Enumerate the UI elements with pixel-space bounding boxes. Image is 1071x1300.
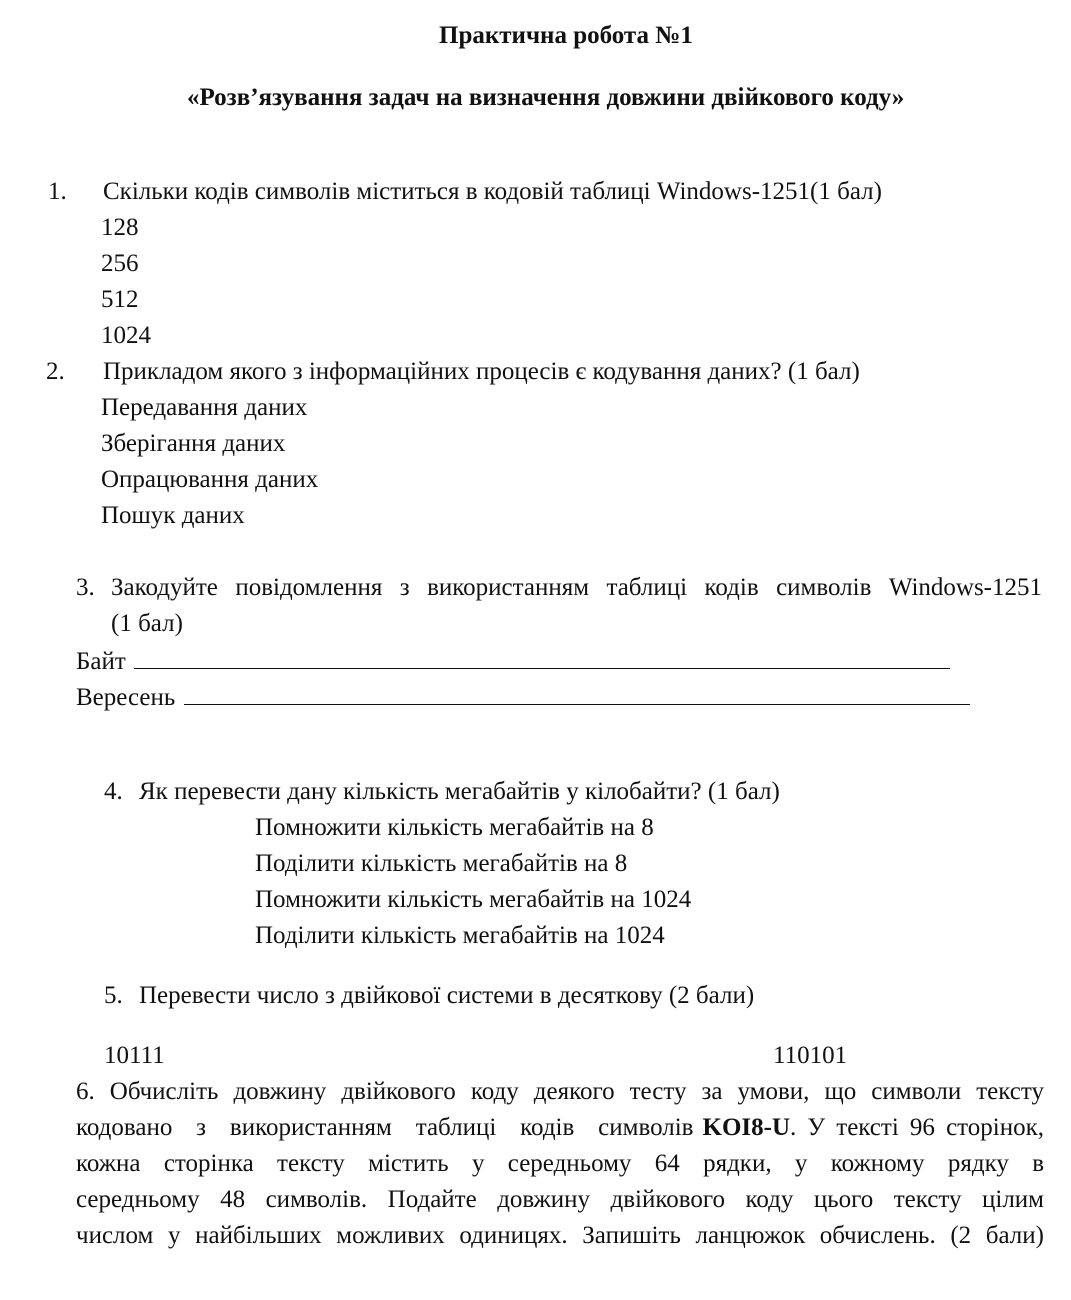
q5-number: 5. xyxy=(104,982,123,1009)
q6-line-2-start: кодовано з використанням таблиці кодів символів xyxy=(76,1114,694,1141)
page-title: Практична робота №1 xyxy=(439,22,693,49)
q4-text: Як перевести дану кількість мегабайтів у кілобайти? (1 бал) xyxy=(139,778,780,805)
q3-number: 3. xyxy=(76,574,95,601)
q3-answer-line-2[interactable] xyxy=(184,678,970,705)
q6-encoding-name: KOI8-U xyxy=(702,1114,790,1141)
q2-option-2: Зберігання даних xyxy=(101,430,286,457)
q4-option-4: Поділити кількість мегабайтів на 1024 xyxy=(255,922,665,949)
q1-option-1: 128 xyxy=(101,214,139,241)
q1-option-3: 512 xyxy=(101,286,139,313)
q4-option-2: Поділити кількість мегабайтів на 8 xyxy=(255,850,628,877)
q1-number: 1. xyxy=(48,178,67,205)
q2-option-1: Передавання даних xyxy=(101,394,308,421)
q3-answer-line-1[interactable] xyxy=(134,642,950,669)
q6-paragraph xyxy=(76,1074,1044,1254)
q2-option-3: Опрацювання даних xyxy=(101,466,319,493)
q2-number: 2. xyxy=(46,358,65,385)
q5-text: Перевести число з двійкової системи в десяткову (2 бали) xyxy=(139,982,755,1009)
q3-points: (1 бал) xyxy=(111,610,183,637)
q6-line-5: числом у найбільших можливих одиницях. Запишіть ланцюжок обчислень. (2 бали) xyxy=(76,1222,1044,1249)
q6-line-2-end: . У тексті 96 сторінок, xyxy=(790,1114,1044,1141)
q5-value-2: 110101 xyxy=(773,1042,848,1069)
q2-text: Прикладом якого з інформаційних процесів є кодування даних? (1 бал) xyxy=(103,358,860,385)
q4-number: 4. xyxy=(104,778,123,805)
page-subtitle: «Розв’язування задач на визначення довжини двійкового коду» xyxy=(187,84,905,111)
q3-word-2: Вересень xyxy=(76,684,176,711)
q3-text xyxy=(111,570,1042,606)
q1-option-2: 256 xyxy=(101,250,139,277)
q3-answer-row-2 xyxy=(76,678,970,716)
q3-word-1: Байт xyxy=(76,648,126,675)
q6-line-2 xyxy=(76,1110,1044,1146)
q2-option-4: Пошук даних xyxy=(101,502,245,529)
q5-value-1: 10111 xyxy=(104,1042,165,1069)
q4-option-3: Помножити кількість мегабайтів на 1024 xyxy=(255,886,692,913)
q1-option-4: 1024 xyxy=(101,322,151,349)
q3-text-line: Закодуйте повідомлення з використанням таблиці кодів символів Windows-1251 xyxy=(111,574,1042,601)
q4-option-1: Помножити кількість мегабайтів на 8 xyxy=(255,814,654,841)
q3-answer-row-1 xyxy=(76,642,950,680)
q6-line-1: 6. Обчисліть довжину двійкового коду деякого тесту за умови, що символи тексту xyxy=(76,1078,1044,1105)
q6-line-3: кожна сторінка тексту містить у середньому 64 рядки, у кожному рядку в xyxy=(76,1150,1044,1177)
q6-line-4: середньому 48 символів. Подайте довжину двійкового коду цього тексту цілим xyxy=(76,1186,1044,1213)
q1-text: Скільки кодів символів міститься в кодовій таблиці Windows-1251(1 бал) xyxy=(103,178,882,205)
